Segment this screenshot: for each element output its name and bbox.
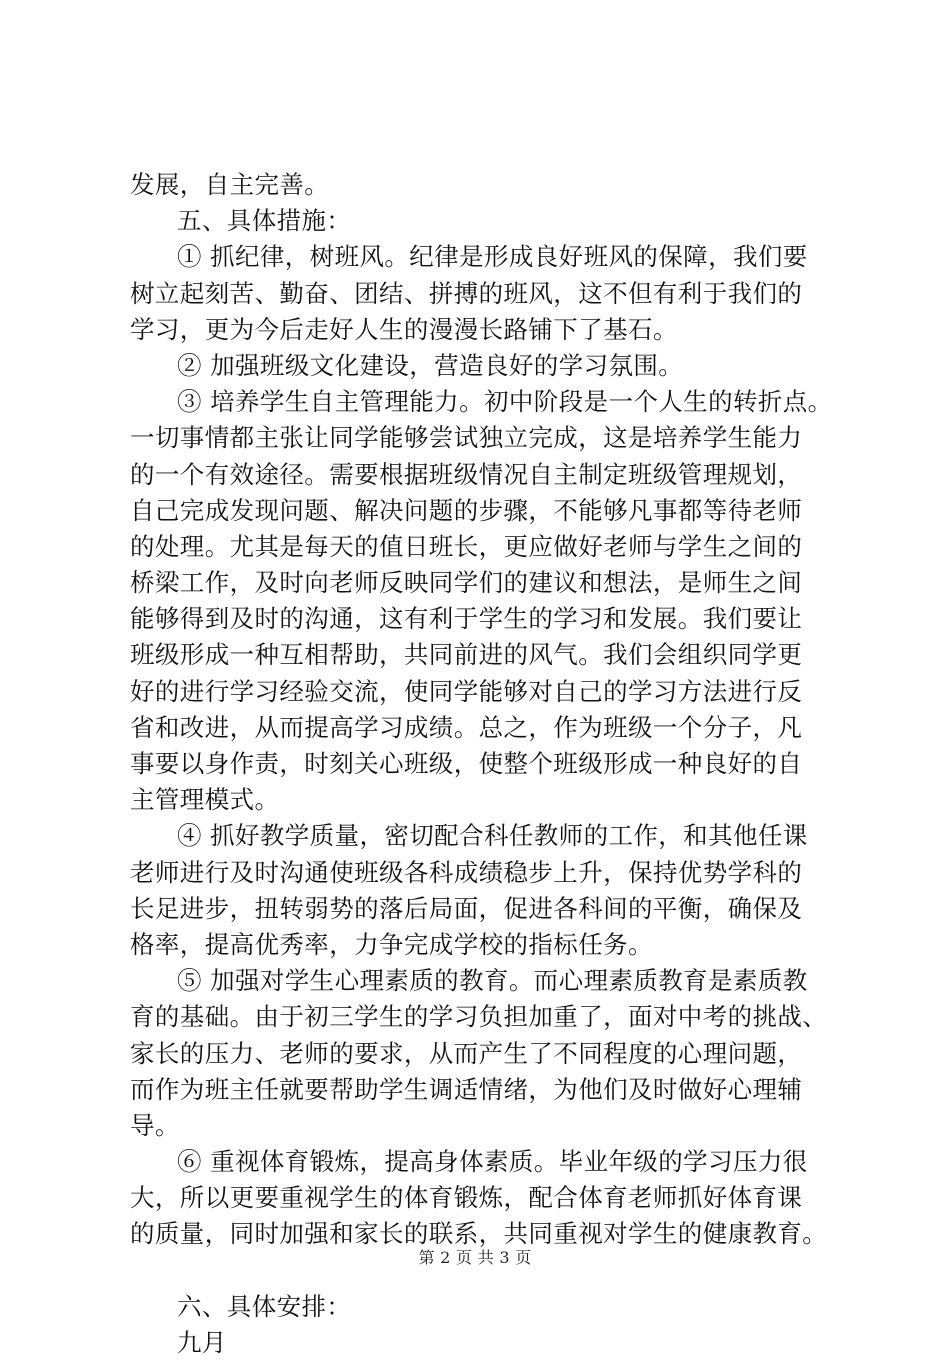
text-line: 九月: [177, 1327, 227, 1357]
text-line: ⑤ 加强对学生心理素质的教育。而心理素质教育是素质教: [177, 966, 808, 996]
text-line: 老师进行及时沟通使班级各科成绩稳步上升，保持优势学科的: [130, 857, 803, 887]
text-line: 树立起刻苦、勤奋、团结、拼搏的班风，这不但有利于我们的: [130, 278, 803, 308]
text-line: ④ 抓好教学质量，密切配合科任教师的工作，和其他任课: [177, 821, 808, 851]
text-line: 事要以身作责，时刻关心班级，使整个班级形成一种良好的自: [130, 749, 803, 778]
text-line: 省和改进，从而提高学习成绩。总之，作为班级一个分子，凡: [130, 712, 803, 742]
text-line: 发展，自主完善。: [130, 170, 330, 199]
document-body: [130, 167, 833, 1361]
text-line: ③ 培养学生自主管理能力。初中阶段是一个人生的转折点。: [177, 387, 833, 417]
text-line: 桥梁工作，及时向老师反映同学们的建议和想法，是师生之间: [130, 568, 803, 598]
text-line: ② 加强班级文化建设，营造良好的学习氛围。: [177, 350, 684, 380]
text-line: 家长的压力、老师的要求，从而产生了不同程度的心理问题，: [130, 1038, 803, 1068]
text-line: 而作为班主任就要帮助学生调适情绪，为他们及时做好心理辅: [130, 1074, 803, 1104]
text-line: 好的进行学习经验交流，使同学能够对自己的学习方法进行反: [130, 676, 803, 706]
text-line: 大，所以更要重视学生的体育锻炼，配合体育老师抓好体育课: [130, 1183, 803, 1213]
text-line: 一切事情都主张让同学能够尝试独立完成，这是培养学生能力: [130, 423, 803, 453]
text-line: 学习，更为今后走好人生的漫漫长路铺下了基石。: [130, 314, 678, 344]
text-line: ⑥ 重视体育锻炼，提高身体素质。毕业年级的学习压力很: [177, 1147, 808, 1177]
text-line: 班级形成一种互相帮助，共同前进的风气。我们会组织同学更: [130, 640, 803, 670]
text-line: 能够得到及时的沟通，这有利于学生的学习和发展。我们要让: [130, 604, 803, 634]
text-line: 六、具体安排：: [177, 1291, 352, 1321]
text-line: 自己完成发现问题、解决问题的步骤，不能够凡事都等待老师: [130, 495, 803, 525]
text-line: 长足进步，扭转弱势的落后局面，促进各科间的平衡，确保及: [130, 893, 803, 923]
text-line: 导。: [130, 1110, 180, 1140]
text-line: 的质量，同时加强和家长的联系，共同重视对学生的健康教育。: [130, 1219, 828, 1249]
text-line: ① 抓纪律，树班风。纪律是形成良好班风的保障，我们要: [177, 242, 808, 272]
text-line: 格率，提高优秀率，力争完成学校的指标任务。: [130, 929, 653, 959]
text-line: 的处理。尤其是每天的值日班长，更应做好老师与学生之间的: [130, 531, 803, 561]
text-line: 五、具体措施：: [177, 206, 352, 236]
text-line: 育的基础。由于初三学生的学习负担加重了，面对中考的挑战、: [130, 1002, 828, 1032]
text-line: 的一个有效途径。需要根据班级情况自主制定班级管理规划，: [130, 459, 803, 489]
text-line: 主管理模式。: [130, 785, 280, 815]
page-footer: 第 2 页 共 3 页: [418, 1248, 532, 1267]
